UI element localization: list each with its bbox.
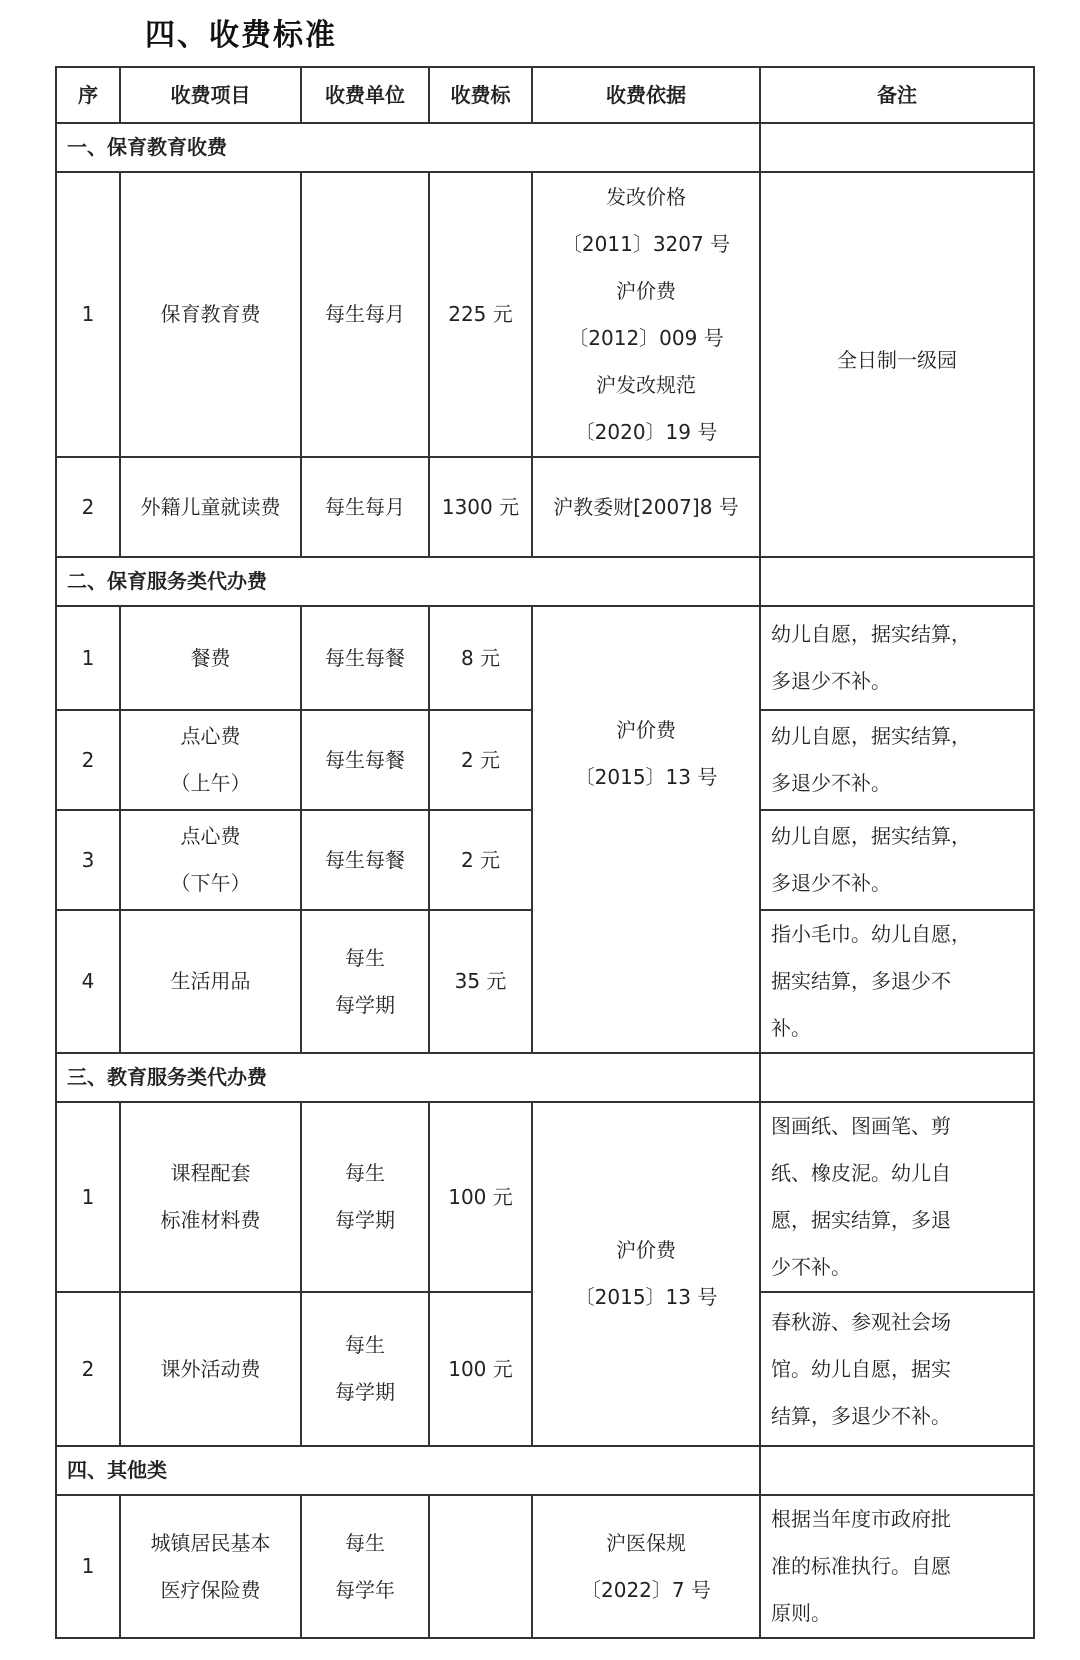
item-line: 外籍儿童就读费 bbox=[140, 494, 281, 519]
row-fee: 100 元 bbox=[429, 1292, 532, 1446]
row-basis bbox=[532, 457, 760, 557]
basis-line: 沪教委财[2007]8 号 bbox=[553, 494, 739, 519]
row-basis bbox=[532, 172, 760, 457]
basis-line: 沪发改规范 bbox=[596, 372, 696, 397]
row-unit bbox=[301, 606, 429, 710]
table-row bbox=[56, 1102, 1034, 1292]
basis-line: 沪医保规 bbox=[606, 1530, 686, 1555]
row-fee: 100 元 bbox=[429, 1102, 532, 1292]
item-line: 课外活动费 bbox=[160, 1356, 261, 1381]
item-line: 点心费 bbox=[180, 824, 241, 848]
table-header-row bbox=[56, 67, 1034, 123]
row-no: 1 bbox=[56, 606, 120, 710]
row-note bbox=[760, 710, 1034, 810]
row-fee: 2 元 bbox=[429, 810, 532, 910]
row-item bbox=[120, 172, 301, 457]
section-row bbox=[56, 123, 1034, 172]
unit-line: 每学年 bbox=[335, 1577, 395, 1602]
section-label: 一、保育教育收费 bbox=[56, 123, 760, 172]
section-label: 四、其他类 bbox=[56, 1446, 760, 1495]
row-no: 2 bbox=[56, 1292, 120, 1446]
item-line: 课程配套 bbox=[170, 1161, 251, 1185]
row-item bbox=[120, 1102, 301, 1292]
unit-line: 每学期 bbox=[335, 1208, 395, 1232]
section-label: 三、教育服务类代办费 bbox=[56, 1053, 760, 1102]
basis-line: 沪价费 bbox=[616, 718, 676, 742]
row-item bbox=[120, 810, 301, 910]
row-basis bbox=[532, 1495, 760, 1638]
basis-line: 〔2015〕13 号 bbox=[574, 1285, 718, 1309]
basis-line: 发改价格 bbox=[606, 184, 686, 209]
header-fee: 收费标 bbox=[429, 67, 532, 123]
basis-line: 〔2011〕3207 号 bbox=[561, 231, 731, 256]
item-line: 城镇居民基本 bbox=[150, 1530, 271, 1555]
table-row bbox=[56, 1495, 1034, 1638]
row-fee bbox=[429, 1495, 532, 1638]
unit-line: 每生每月 bbox=[325, 302, 405, 326]
note-line: 多退少不补。 bbox=[771, 771, 891, 795]
section-row bbox=[56, 557, 1034, 606]
header-basis: 收费依据 bbox=[532, 67, 760, 123]
row-item bbox=[120, 710, 301, 810]
section-note-cell bbox=[760, 557, 1034, 606]
note-line: 结算，多退少不补。 bbox=[771, 1403, 951, 1428]
row-item bbox=[120, 910, 301, 1053]
row-unit bbox=[301, 810, 429, 910]
row-fee: 35 元 bbox=[429, 910, 532, 1053]
row-unit bbox=[301, 710, 429, 810]
section-note-cell bbox=[760, 1446, 1034, 1495]
item-line: （上午） bbox=[170, 771, 251, 795]
basis-line: 沪价费 bbox=[616, 278, 676, 303]
note-line: 馆。幼儿自愿，据实 bbox=[771, 1356, 951, 1381]
row-basis-shared bbox=[532, 606, 760, 1053]
row-unit bbox=[301, 910, 429, 1053]
row-note bbox=[760, 1495, 1034, 1638]
row-basis-shared bbox=[532, 1102, 760, 1446]
row-fee: 8 元 bbox=[429, 606, 532, 710]
row-fee: 2 元 bbox=[429, 710, 532, 810]
row-item bbox=[120, 606, 301, 710]
unit-line: 每学期 bbox=[335, 1380, 395, 1404]
note-line: 图画纸、图画笔、剪 bbox=[771, 1114, 951, 1138]
row-no: 1 bbox=[56, 1102, 120, 1292]
row-item bbox=[120, 457, 301, 557]
row-note bbox=[760, 1102, 1034, 1292]
note-line: 幼儿自愿，据实结算， bbox=[771, 724, 971, 748]
note-line: 多退少不补。 bbox=[771, 871, 891, 895]
row-unit bbox=[301, 172, 429, 457]
basis-line: 〔2022〕7 号 bbox=[581, 1577, 711, 1602]
note-line: 少不补。 bbox=[771, 1255, 851, 1279]
note-line: 补。 bbox=[771, 1016, 811, 1040]
note-line: 幼儿自愿，据实结算， bbox=[771, 824, 971, 848]
section-note-cell bbox=[760, 1053, 1034, 1102]
header-no: 序 bbox=[56, 67, 120, 123]
basis-line: 〔2015〕13 号 bbox=[574, 765, 718, 789]
note-line: 据实结算，多退少不 bbox=[771, 969, 951, 993]
row-note-shared bbox=[760, 172, 1034, 557]
row-fee: 225 元 bbox=[429, 172, 532, 457]
item-line: 生活用品 bbox=[170, 969, 251, 993]
item-line: 标准材料费 bbox=[160, 1208, 261, 1232]
basis-line: 沪价费 bbox=[616, 1238, 676, 1262]
table-row bbox=[56, 606, 1034, 710]
row-unit bbox=[301, 1495, 429, 1638]
row-note bbox=[760, 810, 1034, 910]
section-label: 二、保育服务类代办费 bbox=[56, 557, 760, 606]
row-no: 2 bbox=[56, 457, 120, 557]
item-line: 医疗保险费 bbox=[160, 1577, 261, 1602]
header-item: 收费项目 bbox=[120, 67, 301, 123]
note-line: 全日制一级园 bbox=[837, 348, 957, 372]
row-unit bbox=[301, 1102, 429, 1292]
header-unit: 收费单位 bbox=[301, 67, 429, 123]
row-fee: 1300 元 bbox=[429, 457, 532, 557]
section-row bbox=[56, 1446, 1034, 1495]
section-note-cell bbox=[760, 123, 1034, 172]
header-note: 备注 bbox=[760, 67, 1034, 123]
item-line: 点心费 bbox=[180, 724, 241, 748]
unit-line: 每生每餐 bbox=[325, 747, 405, 772]
item-line: 保育教育费 bbox=[160, 302, 261, 326]
unit-line: 每生 bbox=[345, 1161, 385, 1185]
row-no: 1 bbox=[56, 1495, 120, 1638]
item-line: （下午） bbox=[170, 871, 251, 895]
unit-line: 每生 bbox=[345, 945, 385, 970]
note-line: 多退少不补。 bbox=[771, 669, 891, 693]
row-no: 1 bbox=[56, 172, 120, 457]
row-note bbox=[760, 910, 1034, 1053]
table-row bbox=[56, 172, 1034, 457]
basis-line: 〔2012〕009 号 bbox=[568, 325, 724, 350]
note-line: 幼儿自愿，据实结算， bbox=[771, 622, 971, 646]
note-line: 纸、橡皮泥。幼儿自 bbox=[771, 1161, 951, 1185]
unit-line: 每生 bbox=[345, 1530, 385, 1555]
row-no: 2 bbox=[56, 710, 120, 810]
row-unit bbox=[301, 457, 429, 557]
unit-line: 每生每餐 bbox=[325, 847, 405, 872]
unit-line: 每生 bbox=[345, 1333, 385, 1357]
fee-standard-table bbox=[55, 66, 1035, 1639]
unit-line: 每学期 bbox=[335, 992, 395, 1017]
note-line: 春秋游、参观社会场 bbox=[771, 1309, 951, 1334]
note-line: 根据当年度市政府批 bbox=[771, 1507, 951, 1531]
item-line: 餐费 bbox=[190, 645, 231, 670]
row-no: 3 bbox=[56, 810, 120, 910]
row-item bbox=[120, 1495, 301, 1638]
basis-line: 〔2020〕19 号 bbox=[574, 419, 718, 444]
row-note bbox=[760, 606, 1034, 710]
note-line: 指小毛巾。幼儿自愿， bbox=[771, 922, 971, 946]
note-line: 愿，据实结算，多退 bbox=[771, 1208, 951, 1232]
page-title: 四、收费标准 bbox=[145, 18, 337, 53]
note-line: 准的标准执行。自愿 bbox=[771, 1554, 951, 1578]
section-row bbox=[56, 1053, 1034, 1102]
row-no: 4 bbox=[56, 910, 120, 1053]
row-unit bbox=[301, 1292, 429, 1446]
row-item bbox=[120, 1292, 301, 1446]
unit-line: 每生每餐 bbox=[325, 645, 405, 670]
row-note bbox=[760, 1292, 1034, 1446]
note-line: 原则。 bbox=[771, 1601, 831, 1625]
unit-line: 每生每月 bbox=[325, 494, 405, 519]
